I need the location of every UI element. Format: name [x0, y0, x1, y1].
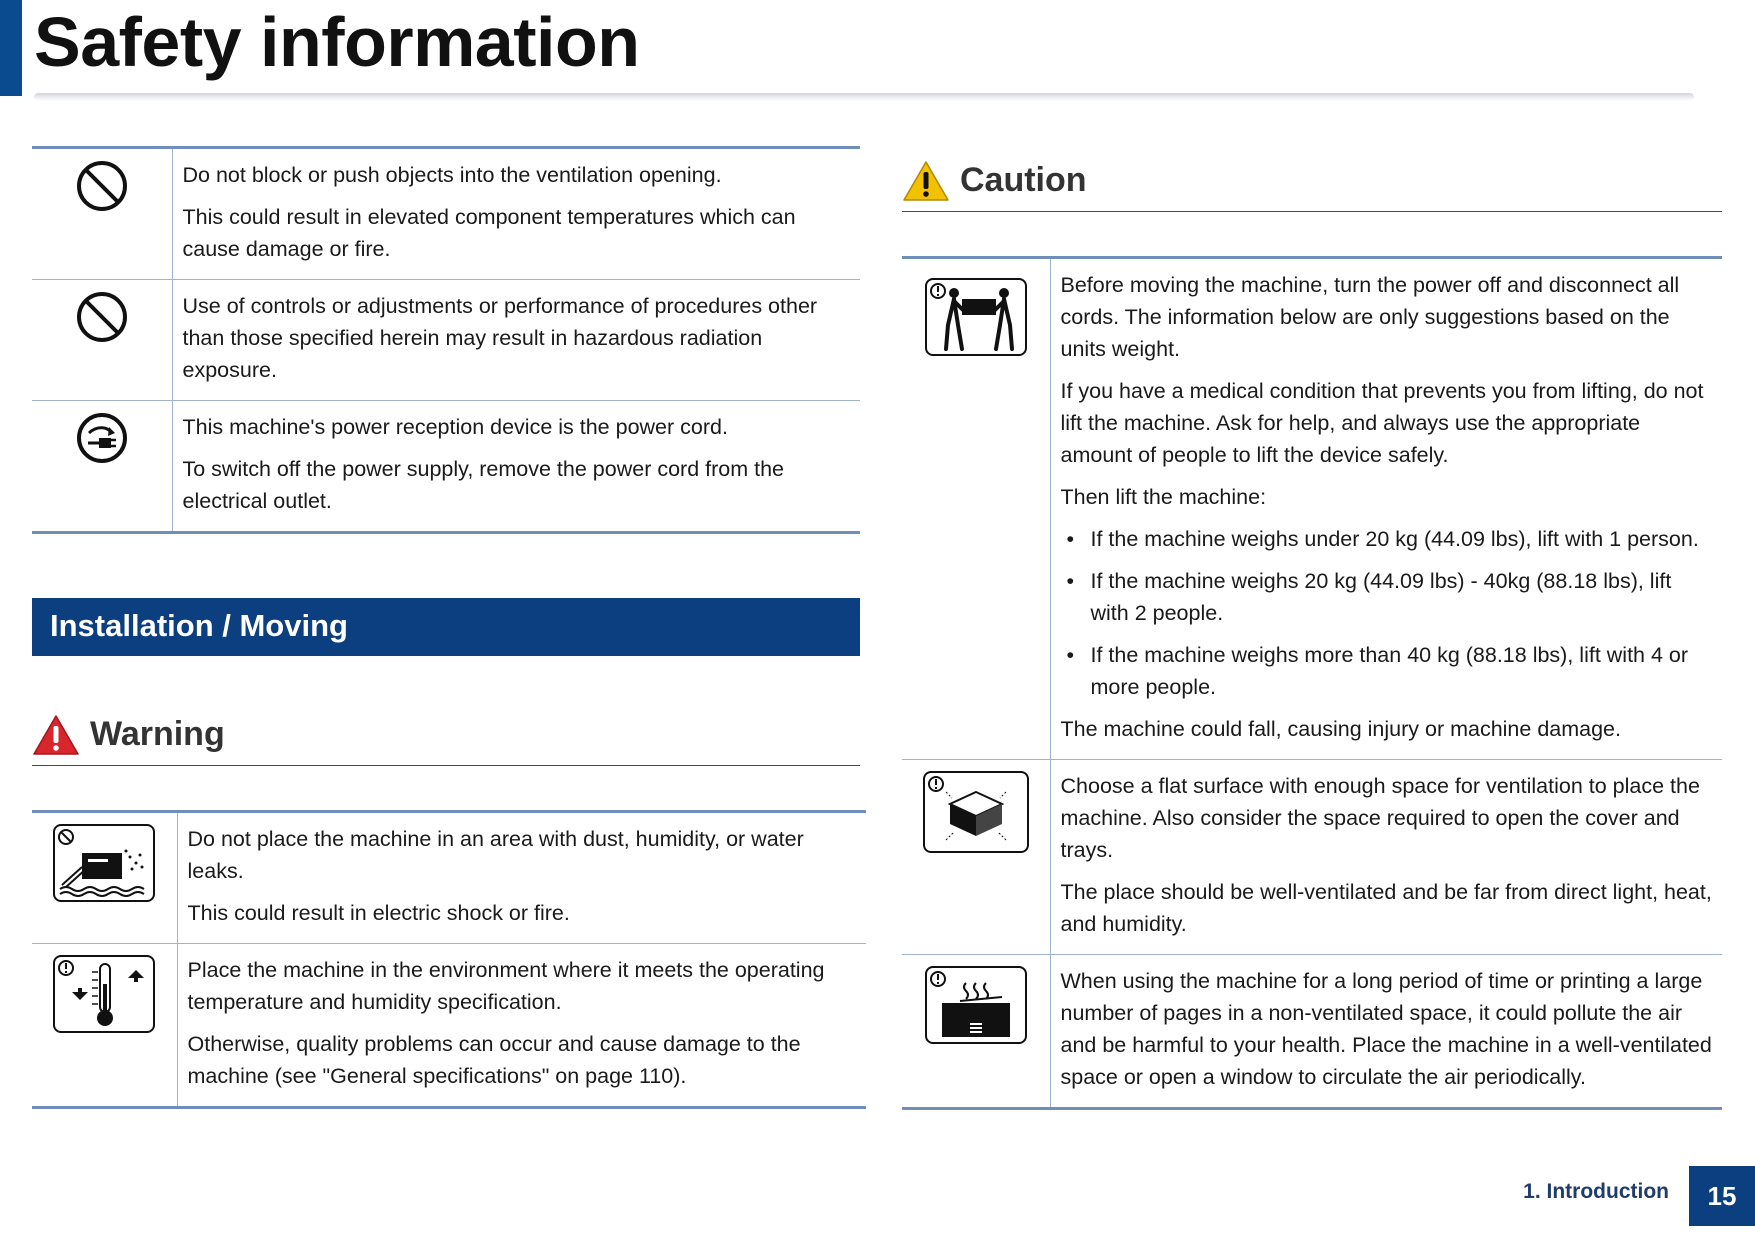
icon-cell	[32, 280, 172, 401]
paragraph: To switch off the power supply, remove the power cord from the electrical outlet.	[182, 457, 784, 513]
list-item: • If the machine weighs under 20 kg (44.09 lbs), lift with 1 person.	[1061, 523, 1715, 555]
flat-surface-icon	[922, 770, 1030, 854]
icon-cell	[32, 812, 177, 944]
paragraph: This could result in elevated component temperatures which can cause damage or fire.	[182, 205, 796, 261]
warning-table	[32, 810, 866, 1109]
prohibited-icon	[75, 159, 129, 213]
text-cell	[1050, 955, 1722, 1109]
two-person-lift-icon	[924, 277, 1028, 357]
text-cell	[172, 280, 860, 401]
paragraph: This machine's power reception device is the power cord.	[182, 415, 728, 439]
no-water-leak-icon	[52, 823, 156, 903]
paragraph: This could result in electric shock or fire.	[187, 901, 570, 925]
thermometer-icon	[52, 954, 156, 1034]
table-row	[902, 258, 1722, 760]
section-title: Installation / Moving	[32, 598, 860, 656]
ventilation-heat-icon	[924, 965, 1028, 1045]
paragraph: If you have a medical condition that prevents you from lifting, do not lift the machine. Ask for help, and always use the appropriate amount of people to lift the device safely.	[1060, 379, 1704, 467]
general-safety-table	[32, 146, 860, 534]
paragraph: When using the machine for a long period of time or printing a large number of pages in a non-ventilated space, it could pollute the air and be harmful to your health. Place the machine in a well-ventilated space or open a window to circulate the air periodically.	[1060, 969, 1712, 1089]
icon-cell	[902, 760, 1050, 955]
text-cell	[177, 944, 866, 1108]
list-item: • If the machine weighs more than 40 kg (88.18 lbs), lift with 4 or more people.	[1061, 639, 1715, 703]
page-number: 15	[1689, 1166, 1755, 1226]
icon-cell	[902, 258, 1050, 760]
table-row	[32, 944, 866, 1108]
table-row	[902, 955, 1722, 1109]
paragraph: Use of controls or adjustments or performance of procedures other than those specified herein may result in hazardous radiation exposure.	[182, 294, 818, 382]
caution-icon	[902, 160, 950, 202]
paragraph: Do not place the machine in an area with dust, humidity, or water leaks.	[187, 827, 804, 883]
text-cell	[172, 401, 860, 533]
paragraph: Then lift the machine:	[1060, 485, 1267, 509]
title-divider	[34, 93, 1694, 101]
weight-list	[1061, 523, 1715, 703]
page-title: Safety information	[34, 3, 640, 81]
paragraph: Before moving the machine, turn the power off and disconnect all cords. The information below are only suggestions based on the units weight.	[1060, 273, 1680, 361]
left-column	[32, 146, 860, 1109]
chapter-label: 1. Introduction	[1523, 1180, 1669, 1203]
icon-cell	[32, 401, 172, 533]
right-column	[902, 150, 1722, 1110]
title-accent-bar	[0, 0, 22, 96]
caution-table	[902, 256, 1722, 1110]
unplug-icon	[75, 411, 129, 465]
icon-cell	[902, 955, 1050, 1109]
caution-label: Caution	[960, 161, 1087, 199]
paragraph: Choose a flat surface with enough space for ventilation to place the machine. Also consider the space required to open the cover and trays.	[1060, 774, 1700, 862]
text-cell	[172, 148, 860, 280]
warning-icon	[32, 714, 80, 756]
paragraph: The machine could fall, causing injury or machine damage.	[1060, 717, 1621, 741]
warning-heading	[32, 704, 860, 766]
paragraph: The place should be well-ventilated and be far from direct light, heat, and humidity.	[1060, 880, 1712, 936]
prohibited-icon	[75, 290, 129, 344]
table-row	[32, 148, 860, 280]
text-cell	[177, 812, 866, 944]
paragraph: Otherwise, quality problems can occur and cause damage to the machine (see "General specifications" on page 110).	[187, 1032, 801, 1088]
paragraph: Do not block or push objects into the ventilation opening.	[182, 163, 722, 187]
icon-cell	[32, 148, 172, 280]
text-cell	[1050, 258, 1722, 760]
list-item: • If the machine weighs 20 kg (44.09 lbs) - 40kg (88.18 lbs), lift with 2 people.	[1061, 565, 1715, 629]
caution-heading	[902, 150, 1722, 212]
table-row	[32, 401, 860, 533]
text-cell	[1050, 760, 1722, 955]
paragraph: Place the machine in the environment where it meets the operating temperature and humidity specification.	[187, 958, 825, 1014]
icon-cell	[32, 944, 177, 1108]
table-row	[32, 812, 866, 944]
table-row	[902, 760, 1722, 955]
warning-label: Warning	[90, 715, 225, 753]
table-row	[32, 280, 860, 401]
